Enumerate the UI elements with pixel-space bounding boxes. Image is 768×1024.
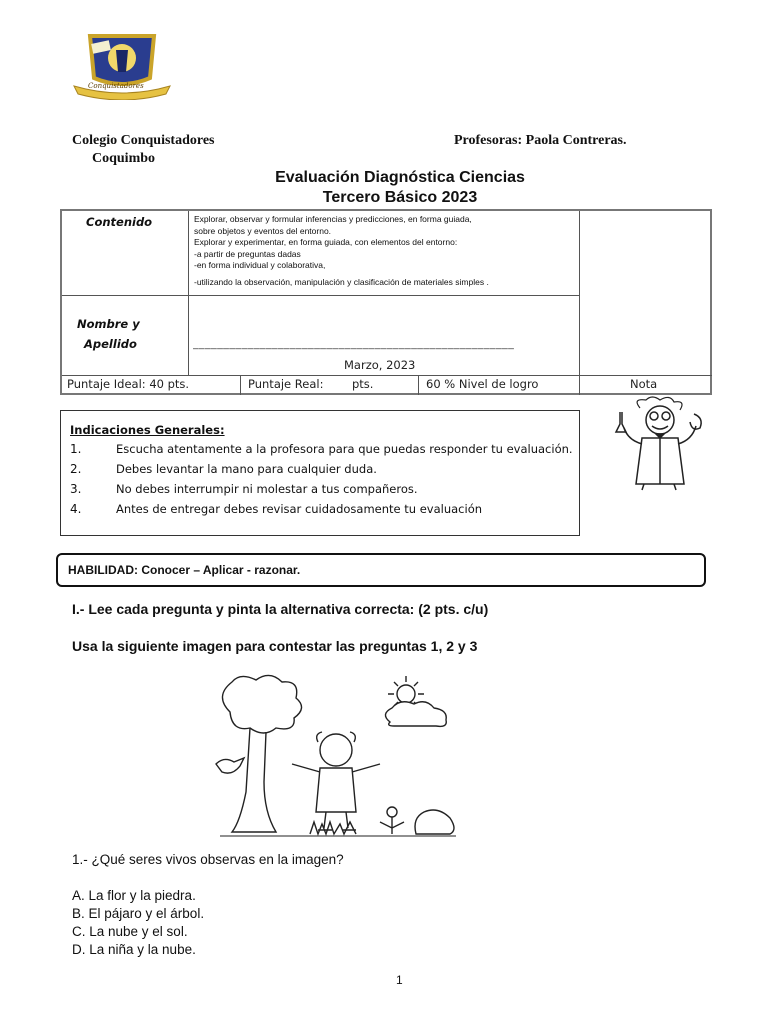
image-instruction: Usa la siguiente imagen para contestar las preguntas 1, 2 y 3 bbox=[72, 638, 478, 654]
indicaciones-title: Indicaciones Generales: bbox=[70, 423, 225, 437]
nota-label: Nota bbox=[630, 377, 658, 391]
indicacion-text: Antes de entregar debes revisar cuidadosamente tu evaluación bbox=[116, 502, 483, 516]
tree-trunk bbox=[232, 728, 276, 832]
indicacion-num: 4. bbox=[70, 502, 82, 516]
contenido-label: Contenido bbox=[86, 215, 153, 229]
indicacion-text: Debes levantar la mano para cualquier duda. bbox=[116, 462, 377, 476]
contenido-line: Explorar y experimentar, en forma guiada, con elementos del entorno: bbox=[194, 237, 458, 247]
flower bbox=[387, 807, 397, 817]
page-subtitle: Tercero Básico 2023 bbox=[322, 189, 478, 206]
bird bbox=[216, 758, 244, 773]
teachers: Profesoras: Paola Contreras. bbox=[454, 133, 627, 148]
contenido-line: -en forma individual y colaborativa, bbox=[194, 260, 326, 270]
puntaje-ideal: Puntaje Ideal: 40 pts. bbox=[67, 377, 190, 391]
school-name: Colegio Conquistadores bbox=[72, 133, 215, 148]
question-1-text: 1.- ¿Qué seres vivos observas en la imagen? bbox=[72, 852, 344, 867]
puntaje-real-label: Puntaje Real: bbox=[248, 377, 324, 391]
indicacion-num: 3. bbox=[70, 482, 82, 496]
tree-crown bbox=[222, 675, 301, 733]
question-1-option-c[interactable]: C. La nube y el sol. bbox=[72, 924, 188, 939]
indicacion-num: 1. bbox=[70, 442, 82, 456]
contenido-line: -a partir de preguntas dadas bbox=[194, 248, 301, 259]
apellido-label: Apellido bbox=[84, 337, 137, 351]
rock bbox=[415, 810, 454, 834]
question-1-option-b[interactable]: B. El pájaro y el árbol. bbox=[72, 906, 205, 921]
habilidad-text: HABILIDAD: Conocer – Aplicar - razonar. bbox=[68, 563, 301, 577]
indicacion-num: 2. bbox=[70, 462, 82, 476]
scene-illustration bbox=[210, 672, 460, 840]
page-number: 1 bbox=[396, 973, 403, 987]
cloud bbox=[385, 702, 446, 727]
name-line[interactable]: _____________________________________________________ bbox=[193, 339, 515, 350]
contenido-text bbox=[194, 214, 574, 288]
contenido-line: sobre objetos y eventos del entorno. bbox=[194, 225, 332, 236]
nivel-logro: 60 % Nivel de logro bbox=[426, 377, 539, 391]
contenido-line: Explorar, observar y formular inferencias y predicciones, en forma guiada, bbox=[194, 214, 472, 224]
school-city: Coquimbo bbox=[92, 151, 156, 166]
girl-head bbox=[320, 734, 352, 766]
scientist-illustration bbox=[612, 394, 708, 492]
exam-date: Marzo, 2023 bbox=[344, 358, 416, 372]
info-table bbox=[60, 209, 712, 395]
page-title: Evaluación Diagnóstica Ciencias bbox=[275, 169, 525, 186]
sun bbox=[397, 685, 415, 703]
school-logo bbox=[70, 28, 174, 100]
indicacion-text: No debes interrumpir ni molestar a tus compañeros. bbox=[116, 482, 418, 496]
question-1-option-a[interactable]: A. La flor y la piedra. bbox=[72, 888, 196, 903]
section-title: I.- Lee cada pregunta y pinta la alternativa correcta: (2 pts. c/u) bbox=[72, 601, 489, 617]
puntaje-real-unit: pts. bbox=[352, 377, 374, 391]
logo-ribbon-text: Conquistadores bbox=[88, 82, 144, 90]
contenido-line: -utilizando la observación, manipulación y clasificación de materiales simples . bbox=[194, 276, 489, 287]
question-1-option-d[interactable]: D. La niña y la nube. bbox=[72, 942, 196, 957]
indicacion-text: Escucha atentamente a la profesora para que puedas responder tu evaluación. bbox=[116, 442, 573, 456]
nombre-label: Nombre y bbox=[77, 317, 140, 331]
